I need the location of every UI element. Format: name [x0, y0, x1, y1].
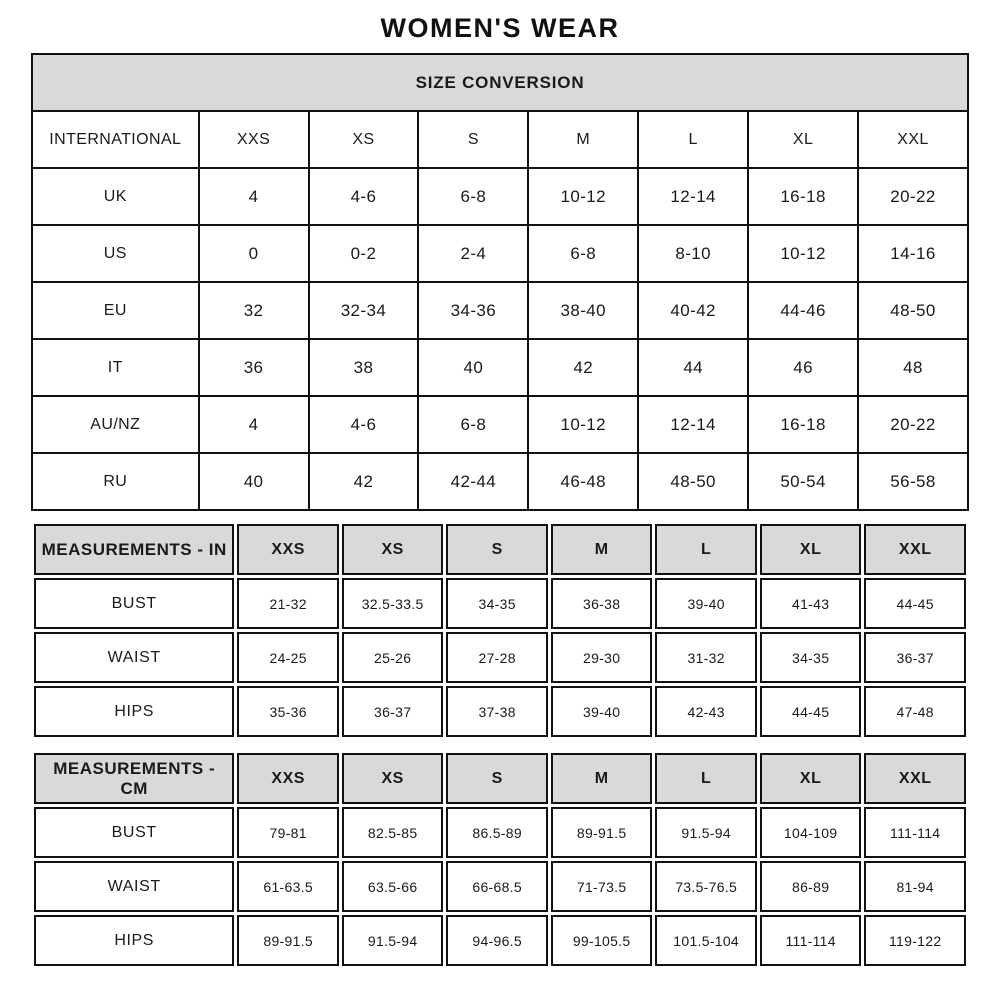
size-value: 38 [309, 339, 419, 396]
measurement-value: 119-122 [864, 915, 966, 966]
size-value: 20-22 [858, 168, 968, 225]
size-value: 40 [199, 453, 309, 510]
measurements-cm-table [31, 750, 969, 969]
measurement-value: 42-43 [655, 686, 757, 737]
measurement-value: 44-45 [864, 578, 966, 629]
table-row-eu [32, 282, 968, 339]
size-value: 50-54 [748, 453, 858, 510]
measurement-value: 29-30 [551, 632, 653, 683]
size-conversion-title: SIZE CONVERSION [32, 54, 968, 111]
measurements-cm-title: MEASUREMENTS - CM [34, 753, 234, 804]
measurement-value: 31-32 [655, 632, 757, 683]
measurement-value: 41-43 [760, 578, 862, 629]
size-value: 0 [199, 225, 309, 282]
column-header-xs: XS [309, 111, 419, 168]
size-value: 10-12 [528, 396, 638, 453]
row-label: BUST [34, 578, 234, 629]
measurements-in-title: MEASUREMENTS - IN [34, 524, 234, 575]
size-value: 42 [309, 453, 419, 510]
table-row-it [32, 339, 968, 396]
size-value: 16-18 [748, 396, 858, 453]
page-title: WOMEN'S WEAR [380, 13, 620, 43]
measurements-cm-header-row [34, 753, 966, 804]
measurement-value: 86-89 [760, 861, 862, 912]
measurement-value: 35-36 [237, 686, 339, 737]
size-value: 20-22 [858, 396, 968, 453]
measurement-value: 24-25 [237, 632, 339, 683]
column-header-xs: XS [342, 753, 444, 804]
size-value: 46 [748, 339, 858, 396]
size-value: 40 [418, 339, 528, 396]
table-row-bust-cm [34, 807, 966, 858]
size-value: 36 [199, 339, 309, 396]
measurement-value: 79-81 [237, 807, 339, 858]
size-value: 4 [199, 396, 309, 453]
table-row-aunz [32, 396, 968, 453]
size-value: 48-50 [858, 282, 968, 339]
row-label: RU [32, 453, 199, 510]
size-value: 56-58 [858, 453, 968, 510]
measurement-value: 111-114 [864, 807, 966, 858]
size-value: 32-34 [309, 282, 419, 339]
measurement-value: 111-114 [760, 915, 862, 966]
row-label: IT [32, 339, 199, 396]
size-value: 8-10 [638, 225, 748, 282]
measurement-value: 36-37 [864, 632, 966, 683]
column-header-xxs: XXS [199, 111, 309, 168]
size-value: 42 [528, 339, 638, 396]
measurement-value: 99-105.5 [551, 915, 653, 966]
size-value: 10-12 [748, 225, 858, 282]
table-row-uk [32, 168, 968, 225]
measurement-value: 37-38 [446, 686, 548, 737]
size-conversion-header-row [32, 111, 968, 168]
size-value: 4-6 [309, 168, 419, 225]
measurement-value: 36-37 [342, 686, 444, 737]
size-value: 44 [638, 339, 748, 396]
measurement-value: 82.5-85 [342, 807, 444, 858]
table-row-bust-in [34, 578, 966, 629]
row-label: HIPS [34, 686, 234, 737]
measurement-value: 61-63.5 [237, 861, 339, 912]
column-header-m: M [551, 753, 653, 804]
measurement-value: 71-73.5 [551, 861, 653, 912]
measurement-value: 36-38 [551, 578, 653, 629]
size-value: 48-50 [638, 453, 748, 510]
measurement-value: 34-35 [760, 632, 862, 683]
column-header-m: M [528, 111, 638, 168]
measurement-value: 63.5-66 [342, 861, 444, 912]
size-value: 48 [858, 339, 968, 396]
row-label: WAIST [34, 632, 234, 683]
size-value: 4 [199, 168, 309, 225]
row-label: EU [32, 282, 199, 339]
measurement-value: 21-32 [237, 578, 339, 629]
measurement-value: 47-48 [864, 686, 966, 737]
column-header-l: L [655, 524, 757, 575]
measurement-value: 91.5-94 [655, 807, 757, 858]
column-header-m: M [551, 524, 653, 575]
measurements-in-header-row [34, 524, 966, 575]
size-value: 4-6 [309, 396, 419, 453]
size-value: 0-2 [309, 225, 419, 282]
row-label: WAIST [34, 861, 234, 912]
column-header-xl: XL [760, 524, 862, 575]
column-header-xxl: XXL [864, 524, 966, 575]
measurement-value: 32.5-33.5 [342, 578, 444, 629]
measurement-value: 73.5-76.5 [655, 861, 757, 912]
table-row-hips-cm [34, 915, 966, 966]
measurement-value: 39-40 [655, 578, 757, 629]
table-row-us [32, 225, 968, 282]
measurement-value: 89-91.5 [551, 807, 653, 858]
measurement-value: 86.5-89 [446, 807, 548, 858]
table-row-waist-cm [34, 861, 966, 912]
size-value: 42-44 [418, 453, 528, 510]
measurement-value: 27-28 [446, 632, 548, 683]
row-label: US [32, 225, 199, 282]
table-row-ru [32, 453, 968, 510]
measurement-value: 81-94 [864, 861, 966, 912]
size-value: 44-46 [748, 282, 858, 339]
column-header-s: S [418, 111, 528, 168]
column-header-xs: XS [342, 524, 444, 575]
measurement-value: 66-68.5 [446, 861, 548, 912]
size-value: 12-14 [638, 168, 748, 225]
measurement-value: 101.5-104 [655, 915, 757, 966]
size-conversion-caption-row [32, 54, 968, 111]
size-value: 14-16 [858, 225, 968, 282]
row-label: HIPS [34, 915, 234, 966]
table-row-hips-in [34, 686, 966, 737]
measurement-value: 44-45 [760, 686, 862, 737]
size-value: 6-8 [528, 225, 638, 282]
column-header-xxs: XXS [237, 524, 339, 575]
column-header-international: INTERNATIONAL [32, 111, 199, 168]
measurement-value: 91.5-94 [342, 915, 444, 966]
measurement-value: 34-35 [446, 578, 548, 629]
measurements-in-table [31, 521, 969, 740]
row-label: UK [32, 168, 199, 225]
size-value: 6-8 [418, 396, 528, 453]
column-header-xxl: XXL [864, 753, 966, 804]
column-header-xl: XL [748, 111, 858, 168]
column-header-s: S [446, 524, 548, 575]
size-value: 32 [199, 282, 309, 339]
column-header-xxs: XXS [237, 753, 339, 804]
measurement-value: 89-91.5 [237, 915, 339, 966]
size-value: 12-14 [638, 396, 748, 453]
table-row-waist-in [34, 632, 966, 683]
column-header-l: L [655, 753, 757, 804]
size-value: 16-18 [748, 168, 858, 225]
measurement-value: 104-109 [760, 807, 862, 858]
row-label: AU/NZ [32, 396, 199, 453]
size-conversion-table [31, 53, 969, 511]
size-value: 2-4 [418, 225, 528, 282]
column-header-xl: XL [760, 753, 862, 804]
size-value: 40-42 [638, 282, 748, 339]
size-value: 6-8 [418, 168, 528, 225]
size-value: 10-12 [528, 168, 638, 225]
measurement-value: 25-26 [342, 632, 444, 683]
column-header-xxl: XXL [858, 111, 968, 168]
size-value: 34-36 [418, 282, 528, 339]
size-value: 38-40 [528, 282, 638, 339]
size-value: 46-48 [528, 453, 638, 510]
measurement-value: 94-96.5 [446, 915, 548, 966]
row-label: BUST [34, 807, 234, 858]
measurement-value: 39-40 [551, 686, 653, 737]
column-header-l: L [638, 111, 748, 168]
column-header-s: S [446, 753, 548, 804]
